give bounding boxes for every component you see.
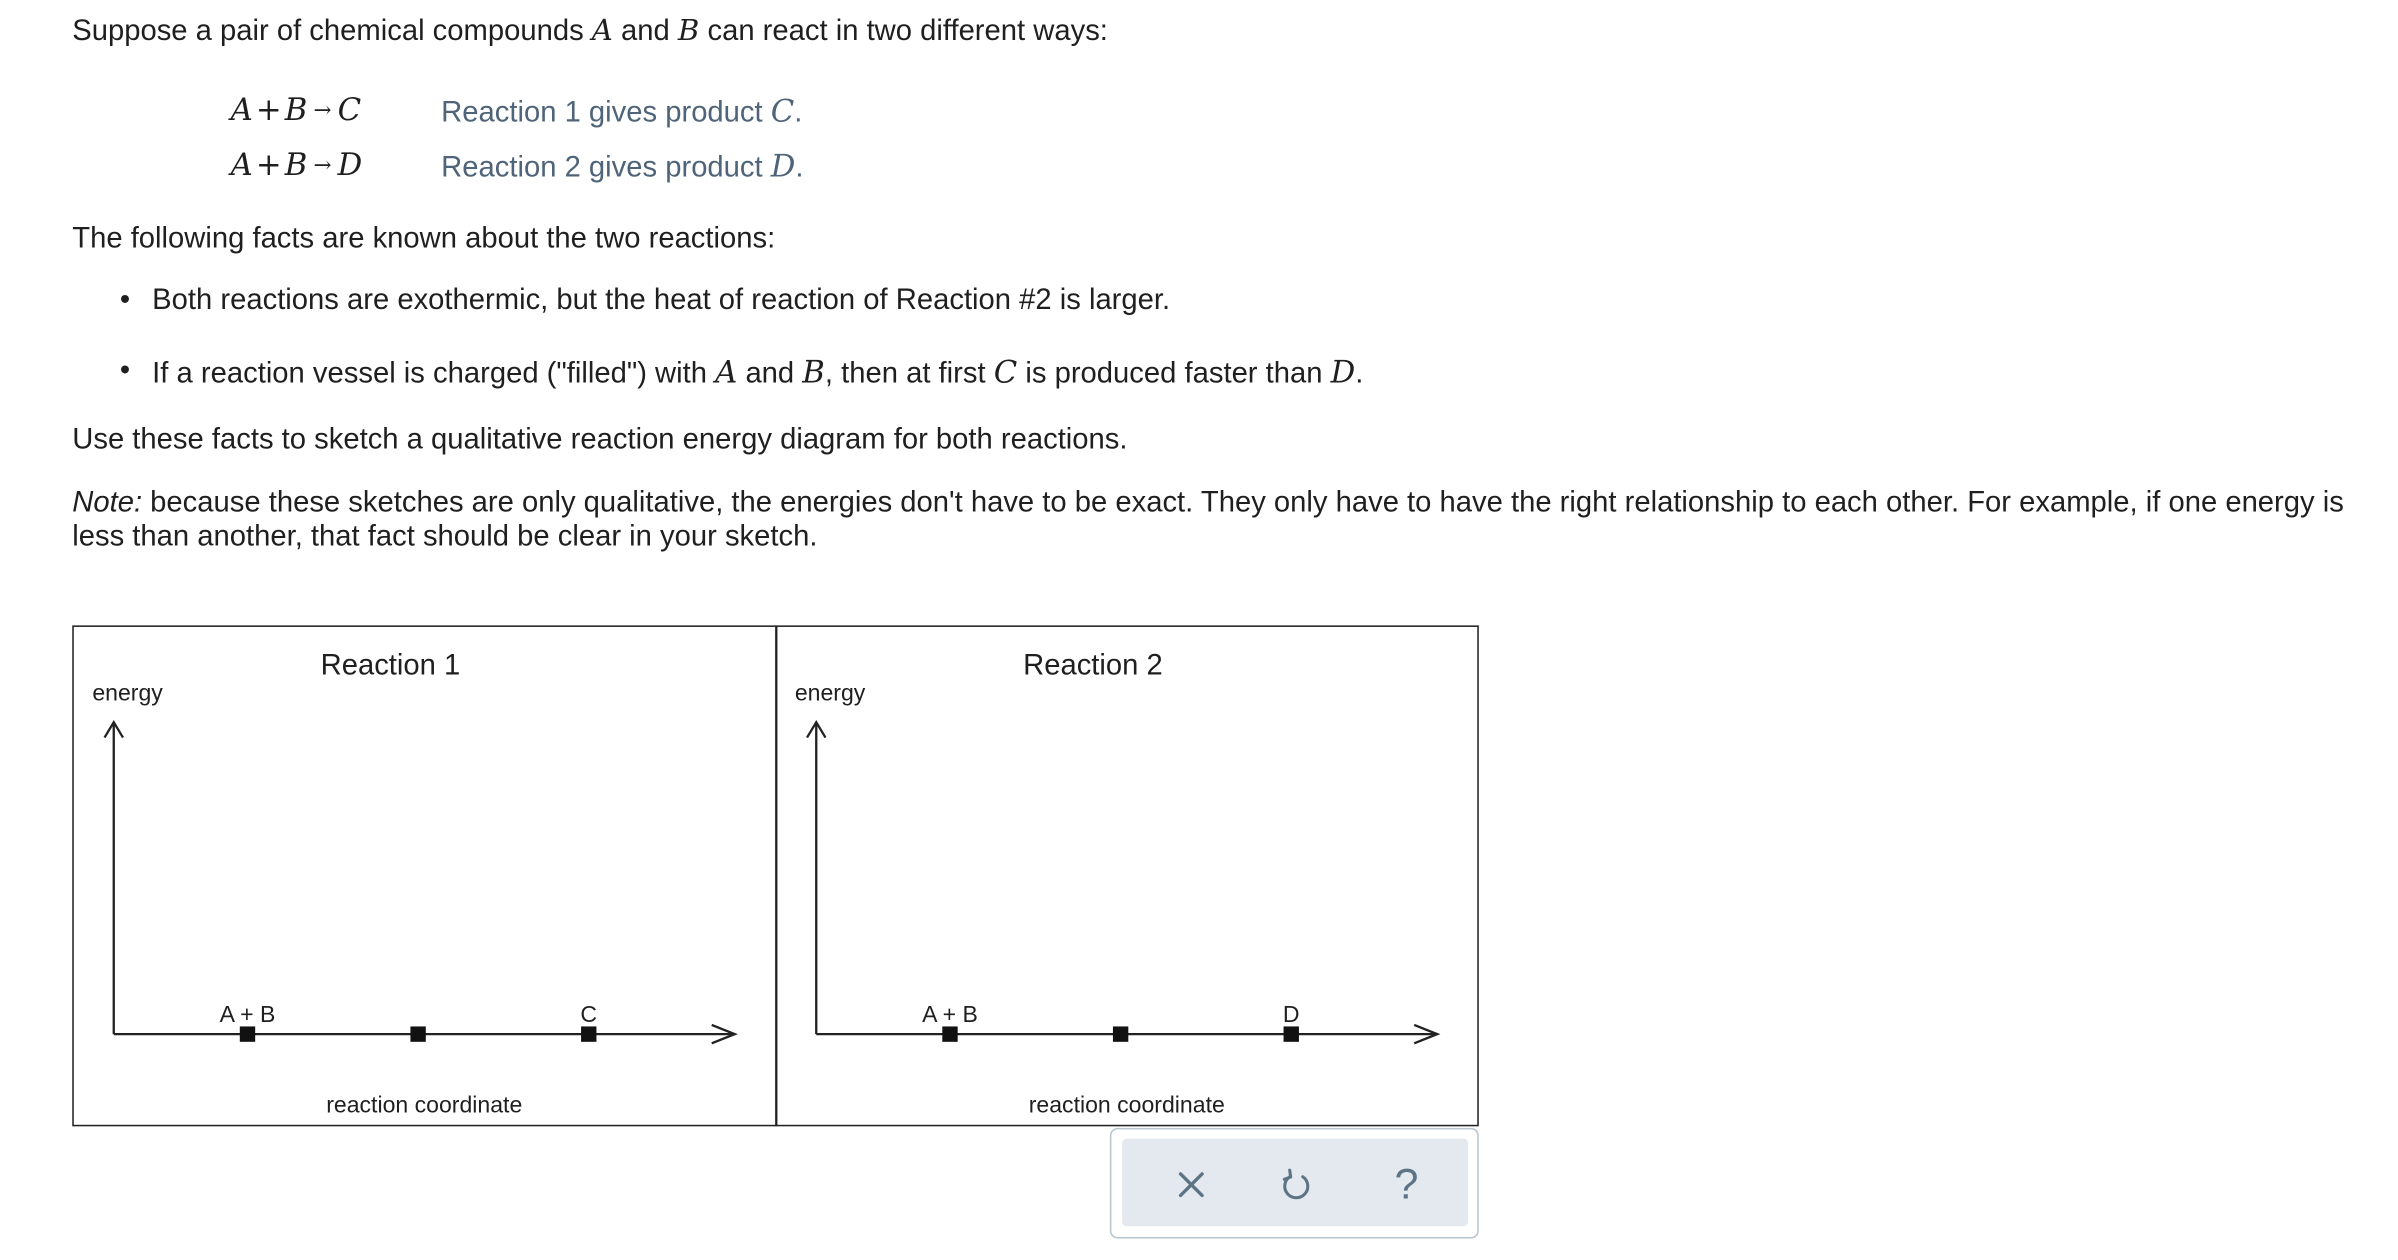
point-label: C [579, 1000, 597, 1027]
equation-2-description: Reaction 2 gives product D. [441, 147, 804, 185]
facts-intro: The following facts are known about the two reactions: [72, 222, 776, 256]
toolbar-panel [1122, 1139, 1468, 1227]
panel-title: Reaction 1 [319, 648, 460, 681]
x-axis-label: reaction coordinate [1027, 1090, 1225, 1117]
undo-icon [1277, 1166, 1314, 1203]
note-text: Note: because these sketches are only qualitative, the energies don't have to be exact. They only have to have the right relationship to each other. For example, if one energy is less than another, that fact should be clear in your sketch. [72, 487, 2344, 554]
help-icon: ? [1394, 1160, 1419, 1208]
reaction-arrow-icon: → [313, 98, 332, 123]
point-marker[interactable] [1112, 1026, 1127, 1041]
undo-button[interactable] [1268, 1157, 1323, 1212]
help-button[interactable] [1379, 1157, 1434, 1212]
reaction-arrow-icon: → [313, 153, 332, 179]
equation-1-description: Reaction 1 gives product C. [441, 92, 803, 130]
point-marker[interactable] [942, 1026, 957, 1041]
equation-2: A + B → D [230, 145, 363, 183]
fact-item-1: • Both reactions are exothermic, but the heat of reaction of Reaction #2 is larger. [119, 284, 1171, 317]
point-marker[interactable] [410, 1026, 425, 1041]
energy-diagram-canvas[interactable] [72, 625, 1479, 1126]
bullet-icon: • [119, 354, 131, 388]
reaction-2-panel[interactable] [794, 649, 1436, 1117]
sketch-toolbar [1110, 1128, 1479, 1239]
point-label: A + B [921, 1000, 978, 1027]
clear-button[interactable] [1164, 1157, 1219, 1212]
close-icon [1174, 1168, 1208, 1202]
y-axis-label: energy [794, 678, 865, 705]
panel-title: Reaction 2 [1022, 648, 1162, 681]
x-axis-label: reaction coordinate [325, 1090, 522, 1117]
instruction-text: Use these facts to sketch a qualitative reaction energy diagram for both reactions. [72, 424, 1128, 457]
point-marker[interactable] [580, 1026, 595, 1041]
point-label: A + B [218, 1000, 275, 1027]
energy-diagram-svg[interactable] [71, 625, 1478, 1126]
point-marker[interactable] [1283, 1026, 1298, 1041]
y-axis-label: energy [91, 678, 163, 705]
reaction-1-panel[interactable] [92, 649, 734, 1117]
point-marker[interactable] [239, 1026, 254, 1041]
equation-1: A + B → C [230, 90, 362, 128]
fact-item-2: • If a reaction vessel is charged ("filled") with A and B, then at first C is produced faster than D. [119, 353, 1364, 391]
intro-text: Suppose a pair of chemical compounds A and B can react in two different ways: [72, 13, 1108, 48]
bullet-icon: • [119, 284, 131, 317]
point-label: D [1282, 1000, 1299, 1027]
